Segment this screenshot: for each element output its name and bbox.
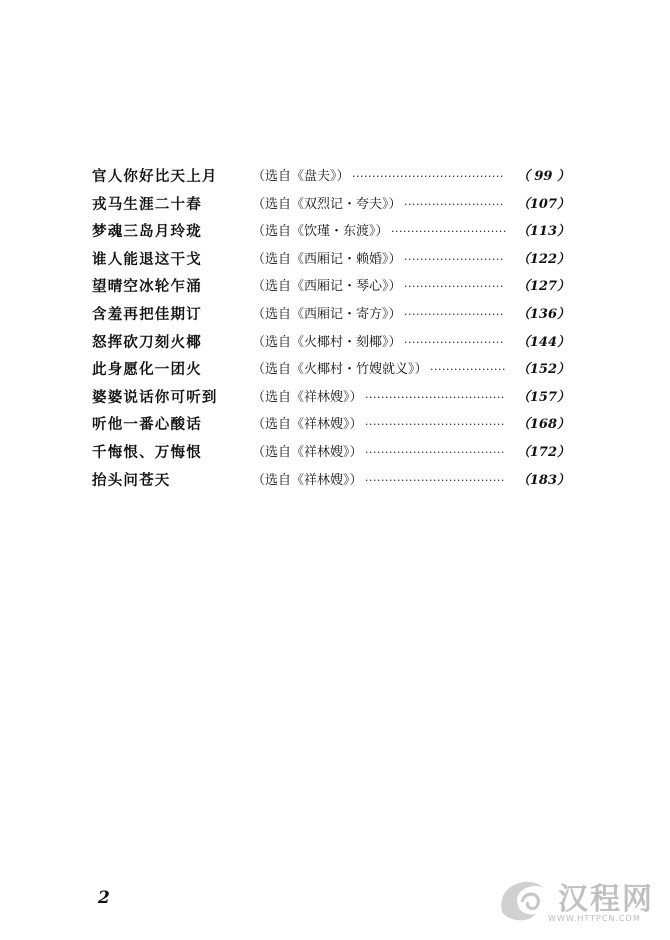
toc-entry xyxy=(92,218,572,246)
toc-entry-page: （107） xyxy=(516,196,570,212)
toc-entry-page: （172） xyxy=(516,444,570,460)
toc-entry-title: 梦魂三岛月玲珑 xyxy=(92,223,202,241)
toc-entry xyxy=(92,191,572,219)
toc-entry-title: 婆婆说话你可听到 xyxy=(92,388,218,406)
toc-entry-source: （选自《祥林嫂》） xyxy=(252,389,363,405)
toc-entry-page: （113） xyxy=(516,224,570,240)
dot-leader: ··································· xyxy=(365,418,505,432)
watermark-logo-icon xyxy=(492,872,556,928)
dot-leader: ························· xyxy=(404,307,504,321)
toc-entry xyxy=(92,301,572,329)
toc-entry-page: （136） xyxy=(516,306,570,322)
toc-entry-source: （选自《祥林嫂》） xyxy=(252,444,363,460)
toc-entry-title: 谁人能退这干戈 xyxy=(92,250,202,268)
dot-leader: ··································· xyxy=(365,390,505,404)
toc-entry-source: （选自《饮瑾・东渡》） xyxy=(252,224,389,240)
dot-leader: ························· xyxy=(404,335,504,349)
toc-entry-source: （选自《双烈记・夸夫》） xyxy=(252,196,402,212)
dot-leader: ························· xyxy=(404,252,504,266)
toc-entry xyxy=(92,246,572,274)
dot-leader: ························· xyxy=(404,280,504,294)
toc-entry xyxy=(92,384,572,412)
toc-entry xyxy=(92,356,572,384)
toc-entry-title: 千悔恨、万悔恨 xyxy=(92,443,202,461)
toc-entry xyxy=(92,411,572,439)
toc-entry-page: （152） xyxy=(516,362,570,378)
dot-leader: ··················· xyxy=(430,363,506,377)
toc-entry-title: 望晴空冰轮乍涌 xyxy=(92,278,202,296)
toc-entry-title: 听他一番心酸话 xyxy=(92,416,202,434)
toc-entry-page: （144） xyxy=(516,334,570,350)
toc-entry-page: （157） xyxy=(516,389,570,405)
watermark xyxy=(492,872,652,930)
toc-entry-source: （选自《西厢记・琴心》） xyxy=(252,279,402,295)
toc-entry-source: （选自《盘夫》） xyxy=(252,169,350,184)
toc-entry-title: 抬头问苍天 xyxy=(92,471,171,489)
toc-entry-source: （选自《西厢记・赖婚》） xyxy=(252,251,402,267)
toc-entry-title: 戎马生涯二十春 xyxy=(92,195,202,213)
toc-entry-source: （选自《祥林嫂》） xyxy=(252,417,363,433)
dot-leader: ··································· xyxy=(365,445,505,459)
toc-entry-source: （选自《火椰村・竹嫂就义》） xyxy=(252,362,428,378)
dot-leader: ··································· xyxy=(365,473,505,487)
toc-entry-page: （168） xyxy=(516,417,570,433)
dot-leader: ························· xyxy=(404,197,504,211)
watermark-text: 汉程网 xyxy=(558,882,654,917)
toc-entry-title: 含羞再把佳期订 xyxy=(92,305,202,323)
toc-entry xyxy=(92,273,572,301)
toc-entry-page: （122） xyxy=(516,251,570,267)
toc-entry-title: 怒挥砍刀刻火椰 xyxy=(92,333,202,351)
toc-entry-title: 官人你好比天上月 xyxy=(92,168,218,185)
page-number: 2 xyxy=(98,888,110,908)
dot-leader: ······································ xyxy=(352,170,504,183)
toc-entry xyxy=(92,467,572,495)
toc-entry xyxy=(92,163,572,191)
toc-entry-page: （127） xyxy=(516,279,570,295)
watermark-url: WWW.HTTPCN.COM xyxy=(548,914,641,923)
dot-leader: ····························· xyxy=(391,225,507,239)
toc-entry-page: （ 99 ） xyxy=(516,169,570,184)
toc-entry-source: （选自《西厢记・寄方》） xyxy=(252,306,402,322)
toc-entry-page: （183） xyxy=(516,472,570,488)
toc-entry xyxy=(92,439,572,467)
toc-entry-source: （选自《祥林嫂》） xyxy=(252,472,363,488)
table-of-contents xyxy=(92,163,572,494)
toc-entry-source: （选自《火椰村・刻椰》） xyxy=(252,334,402,350)
toc-entry xyxy=(92,329,572,357)
toc-entry-title: 此身愿化一团火 xyxy=(92,361,202,379)
